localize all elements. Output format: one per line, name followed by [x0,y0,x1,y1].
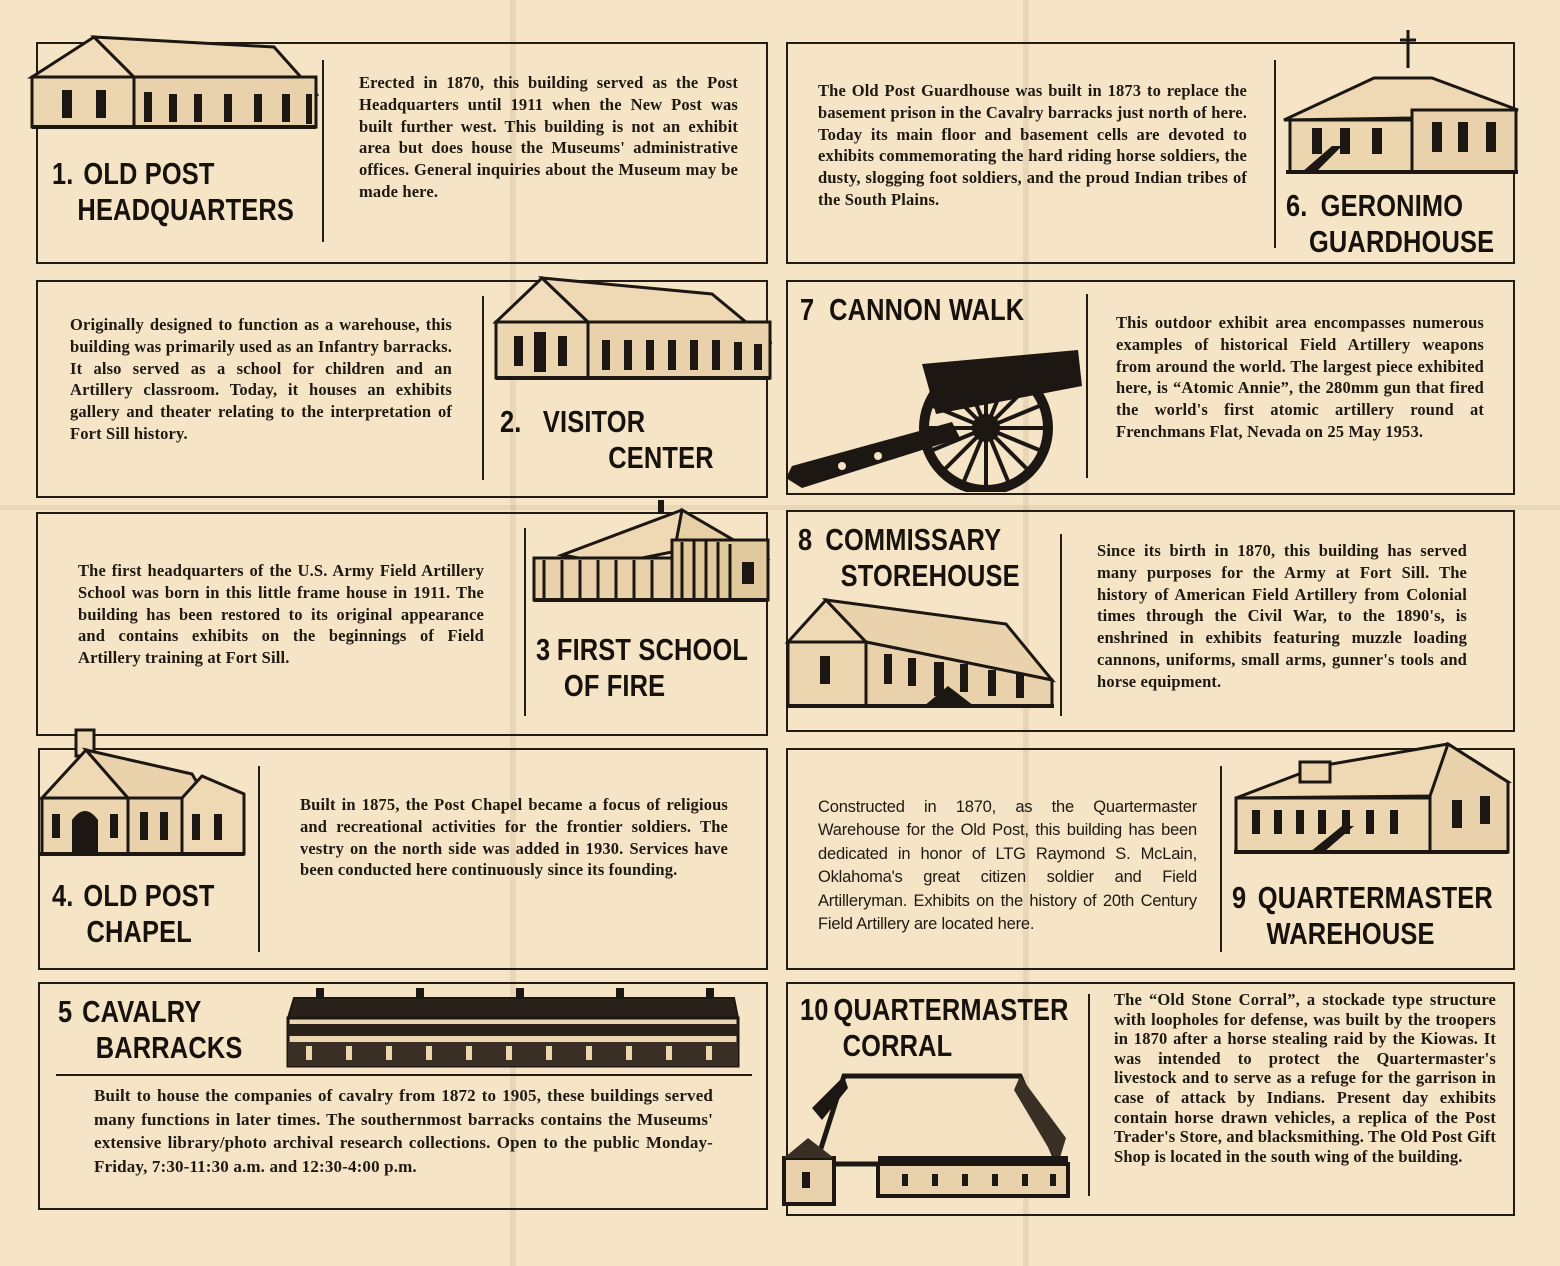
site-description: The first headquarters of the U.S. Army Field Artillery School was born in this little frame house in 1911. The building has been restored to its original appearance and contains exhibits on the beginnings of Field Artillery training at Fort Sill. [78,561,484,668]
cannon-icon [782,330,1084,492]
site-name-line1: OLD POST [83,878,215,913]
site-name-line1: OLD POST [83,156,215,191]
site-name-line1: CANNON WALK [829,292,1025,327]
warehouse-icon [1230,736,1512,860]
site-name-line2: CENTER [608,440,714,475]
site-number: 6. [1286,188,1308,223]
site-title-cavalry-barracks [58,994,243,1066]
site-number: 10 [800,992,829,1027]
site-name-line2: BARRACKS [95,1030,243,1065]
guardhouse-icon [1282,28,1522,184]
stone-corral-icon [782,1068,1080,1210]
panel-divider [322,60,324,242]
site-name-line1: GERONIMO [1320,188,1464,223]
panel-divider [56,1074,752,1076]
site-number: 8 [798,522,813,557]
site-name-line1: FIRST SCHOOL [556,632,749,667]
site-name-line2: CORRAL [842,1028,953,1063]
site-description: Built to house the companies of cavalry from 1872 to 1905, these buildings served many functions in later times. The southernmost barracks contains the Museums' extensive library/photo archival research collections. Open to the public Monday-Friday, 7:30-11:30 a.m. and 12:30-4:00 p.m. [94,1086,713,1176]
long-stone-barracks-icon [492,274,772,384]
panel-divider [482,296,484,480]
site-name-line1: QUARTERMASTER [1257,880,1493,915]
site-title-visitor-center [500,404,714,476]
storehouse-icon [784,594,1056,712]
stone-headquarters-building-icon [24,32,319,132]
site-name-line1: QUARTERMASTER [833,992,1069,1027]
site-title-cannon-walk [800,292,1024,328]
site-title-first-school-of-fire [536,632,748,704]
site-name-line2: WAREHOUSE [1266,916,1435,951]
site-title-quartermaster-corral [800,992,1069,1064]
site-name-line1: CAVALRY [82,994,202,1029]
site-number: 7 [800,292,815,327]
site-description: Constructed in 1870, as the Quartermaster Warehouse for the Old Post, this building has been dedicated in honor of LTG Raymond S. McLain, Oklahoma's great citizen soldier and Field Artilleryman. Exhibits on the history of 20th Century Field Artillery are located here. [818,798,1197,934]
long-barracks-icon [286,980,742,1072]
site-name-line2: STOREHOUSE [840,558,1020,593]
site-name-line1: COMMISSARY [825,522,1002,557]
site-description: The “Old Stone Corral”, a stockade type structure with loopholes for defense, was built by the troopers in 1870 after a horse stealing raid by the Kiowas. It was intended to protect the Quartermaster's livestock and to serve as a refuge for the garrison in case of attack by Indians. Present day exhibits contain horse drawn vehicles, a replica of the Post Trader's Store, and blacksmithing. The Old Post Gift Shop is located in the south wing of the building. [1114,990,1496,1166]
site-number: 4. [52,878,74,913]
site-number: 2. [500,404,522,439]
site-description: The Old Post Guardhouse was built in 1873 to replace the basement prison in the Cavalry barracks just north of here. Today its main floor and basement cells are devoted to exhibits commemorating the hard riding horse soldiers, the dusty, slogging foot soldiers, and the proud Indian tribes of the South Plains. [818,81,1247,209]
site-title-geronimo-guardhouse [1286,188,1494,260]
panel-divider [1060,534,1062,716]
frame-house-icon [532,500,772,610]
site-name-line1: VISITOR [542,404,646,439]
site-name-line2: OF FIRE [563,668,666,703]
site-name-line2: GUARDHOUSE [1308,224,1495,259]
site-number: 1. [52,156,74,191]
site-description: Erected in 1870, this building served as the Post Headquarters until 1911 when the New Post was built further west. This building is not an exhibit area but does house the Museums' administrative offices. General inquiries about the Museum may be made here. [359,73,738,201]
site-description: Originally designed to function as a warehouse, this building was primarily used as an Infantry barracks. It also served as a school for children and an Artillery classroom. Today, it houses an exhibits gallery and theater relating to the interpretation of Fort Sill history. [70,315,452,443]
site-number: 3 [536,632,551,667]
panel-divider [524,528,526,716]
panel-divider [1220,766,1222,952]
site-description: This outdoor exhibit area encompasses numerous examples of historical Field Artillery weapons from around the world. The largest piece exhibited here, is “Atomic Annie”, the 280mm gun that fired the world's first atomic artillery round at Frenchmans Flat, Nevada on 25 May 1953. [1116,313,1484,441]
chapel-icon [32,728,248,860]
site-title-old-post-headquarters [52,156,294,228]
site-title-quartermaster-warehouse [1232,880,1493,952]
site-number: 5 [58,994,73,1029]
site-name-line2: HEADQUARTERS [77,192,295,227]
site-description: Since its birth in 1870, this building has served many purposes for the Army at Fort Sill. The history of American Field Artillery from Colonial times through the Civil War, to the 1890's, is enshrined in exhibits featuring muzzle loading cannons, uniforms, small arms, gunner's tools and horse equipment. [1097,541,1467,691]
panel-divider [1086,294,1088,478]
panel-divider [258,766,260,952]
panel-divider [1274,60,1276,248]
site-title-old-post-chapel [52,878,215,950]
site-title-commissary-storehouse [798,522,1020,594]
panel-divider [1088,994,1090,1196]
site-name-line2: CHAPEL [86,914,192,949]
site-number: 9 [1232,880,1247,915]
site-description: Built in 1875, the Post Chapel became a focus of religious and recreational activities for the frontier soldiers. The vestry on the north side was added in 1930. Services have been conducted here continuously since its founding. [300,795,728,880]
